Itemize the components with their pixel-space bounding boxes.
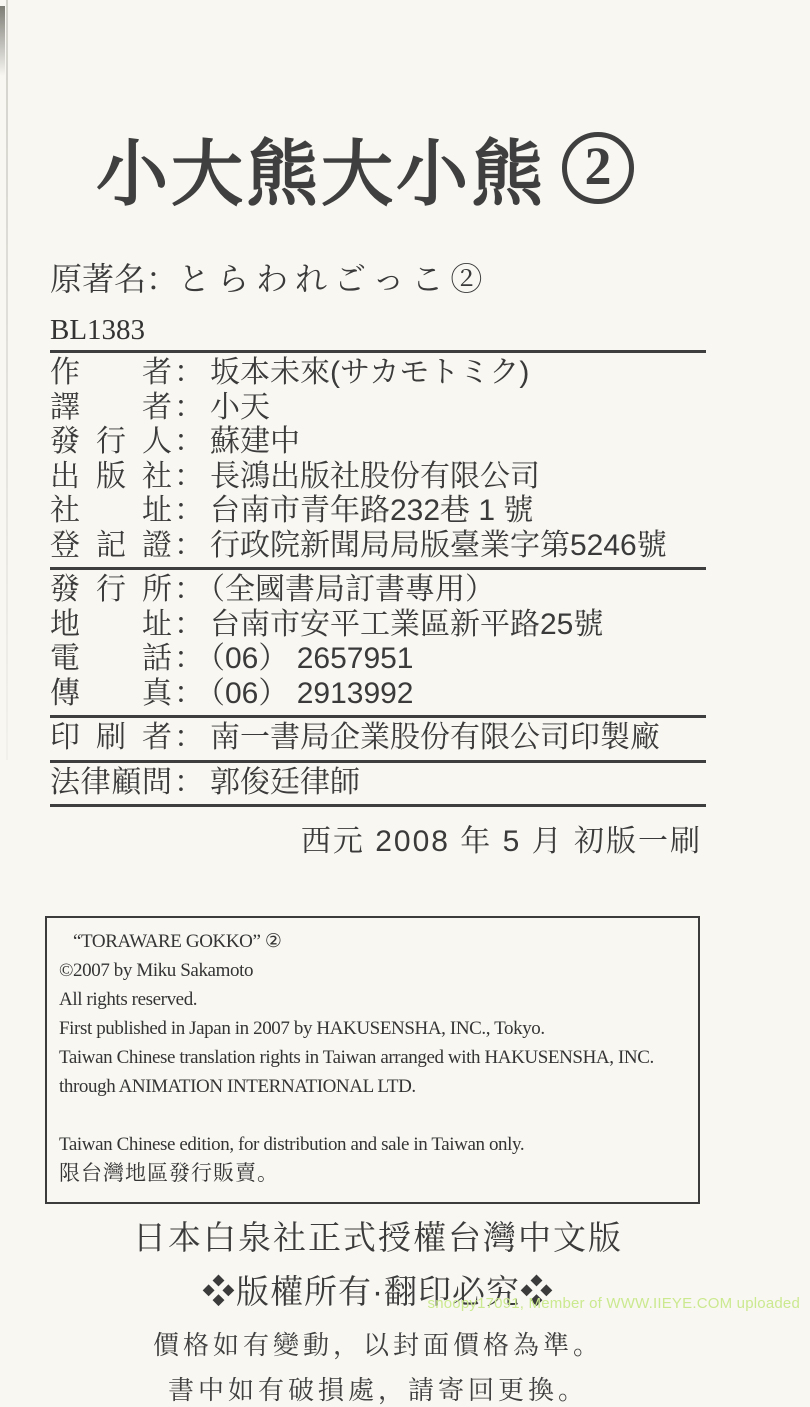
row-fax [50, 677, 706, 712]
copyright-line: ©2007 by Miku Sakamoto [59, 960, 254, 981]
book-title: 小大熊大小熊 [96, 135, 547, 215]
copyright-restriction-group [59, 1130, 688, 1188]
row-colon: ： [174, 642, 204, 675]
row-colon: ： [174, 676, 204, 710]
row-colon: ： [174, 390, 204, 424]
row-company-address [50, 494, 706, 529]
copyright-line-cjk: 限台灣地區發行販賣。 [59, 1162, 279, 1185]
original-title-label: 原著名 [50, 261, 147, 297]
row-value: （全國書局訂書專用） [210, 573, 495, 606]
original-title-colon: ： [146, 261, 179, 297]
row-colon: ： [174, 494, 204, 527]
row-legal-advisor [50, 766, 706, 801]
copyright-line: “TORAWARE GOKKO” ② [73, 931, 282, 952]
row-publisher [50, 460, 706, 495]
row-colon: ： [174, 721, 204, 754]
row-label: 出版社 [50, 459, 172, 493]
row-phone [50, 642, 706, 677]
original-title-value: とらわれごっこ② [178, 261, 490, 297]
row-label: 電話 [50, 642, 172, 675]
row-value: 長鴻出版社股份有限公司 [210, 459, 540, 493]
row-value: 台南市安平工業區新平路25號 [210, 607, 604, 641]
row-label: 傳真 [50, 676, 172, 710]
copyright-line: Taiwan Chinese translation rights in Taiwan arranged with HAKUSENSHA, INC. [59, 1047, 654, 1068]
row-label: 發行所 [50, 573, 172, 606]
colophon-page [50, 0, 706, 1407]
row-colon: ： [174, 573, 204, 606]
row-colon: ： [174, 425, 204, 458]
price-notice-line: 價格如有變動，以封面價格為準。 [152, 1331, 603, 1360]
row-label: 社址 [50, 494, 172, 527]
row-value: 郭俊廷律師 [210, 765, 360, 799]
original-title-line [50, 254, 706, 300]
copyright-line: All rights reserved. [59, 989, 198, 1010]
row-address [50, 608, 706, 643]
row-colon: ： [174, 356, 204, 389]
copyright-line: Taiwan Chinese edition, for distribution and sale in Taiwan only. [59, 1134, 525, 1155]
row-value: 行政院新聞局局版臺業字第5246號 [210, 528, 667, 562]
row-value: （06） 2913992 [210, 676, 414, 710]
copyright-line: through ANIMATION INTERNATIONAL LTD. [59, 1076, 416, 1097]
damage-notice-line: 書中如有破損處，請寄回更換。 [167, 1376, 588, 1405]
row-label: 作者 [50, 356, 172, 389]
row-value: 蘇建中 [210, 425, 300, 458]
row-label: 印刷者 [50, 721, 172, 754]
legal-advisor-block [50, 763, 706, 808]
row-label: 發行人 [50, 425, 172, 458]
row-value: 南一書局企業股份有限公司印製廠 [210, 721, 660, 754]
row-colon: ： [174, 607, 204, 641]
printer-info-block [50, 718, 706, 763]
volume-2-badge [562, 132, 634, 204]
row-value: 小天 [210, 390, 270, 424]
row-colon: ： [174, 765, 204, 799]
row-printer [50, 721, 706, 756]
edition-date-line: 西元 2008 年 5 月 初版一刷 [300, 825, 702, 858]
uploader-watermark: snoopy17091, Member of WWW.IIEYE.COM uploaded [427, 1295, 800, 1312]
rights-reserved-line: ❖版權所有·翻印必究❖ [202, 1273, 554, 1310]
row-label: 譯者 [50, 390, 172, 424]
row-label: 地址 [50, 607, 172, 641]
publisher-info-block [50, 353, 706, 570]
scan-edge-artifact [0, 6, 5, 76]
row-value: 坂本未來(サカモトミク) [210, 356, 530, 389]
book-code: BL1383 [50, 314, 706, 353]
row-distributor [50, 573, 706, 608]
row-label: 登記證 [50, 528, 172, 562]
volume-number: 2 [584, 136, 612, 196]
row-value: 台南市青年路232巷 1 號 [210, 494, 534, 527]
book-title-row [96, 116, 706, 220]
row-author [50, 356, 706, 391]
row-colon: ： [174, 528, 204, 562]
row-translator [50, 391, 706, 426]
distribution-info-block [50, 570, 706, 718]
authorization-line: 日本白泉社正式授權台灣中文版 [133, 1219, 623, 1256]
copyright-line: First published in Japan in 2007 by HAKUSENSHA, INC., Tokyo. [59, 1018, 545, 1039]
row-colon: ： [174, 459, 204, 493]
copyright-box [45, 916, 700, 1204]
row-issuer [50, 425, 706, 460]
row-label: 法律顧問 [50, 765, 172, 799]
scan-edge-line [6, 0, 8, 760]
row-value: （06） 2657951 [210, 642, 414, 675]
row-registration [50, 529, 706, 564]
